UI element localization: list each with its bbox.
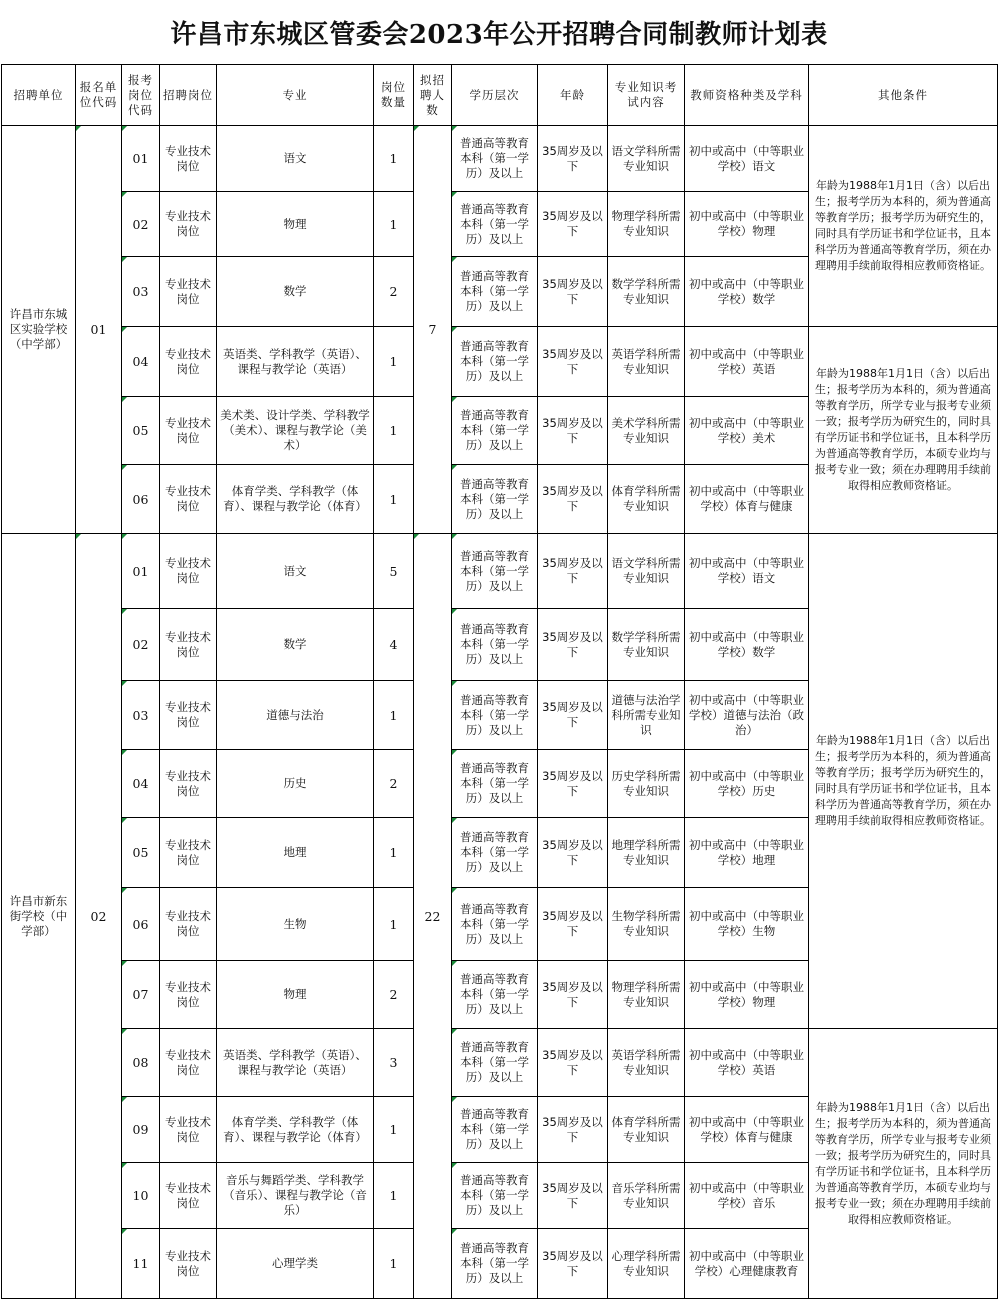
exam-content: 语文学科所需专业知识	[608, 534, 685, 609]
exam-content: 体育学科所需专业知识	[608, 465, 685, 534]
certificate: 初中或高中（中等职业学校）心理健康教育	[685, 1229, 809, 1299]
header-other: 其他条件	[809, 65, 998, 126]
major: 物理	[217, 961, 374, 1029]
age: 35周岁及以下	[538, 126, 608, 192]
age: 35周岁及以下	[538, 961, 608, 1029]
table-row	[2, 1029, 998, 1097]
header-unit: 招聘单位	[2, 65, 76, 126]
post-count: 1	[374, 192, 414, 257]
major: 体育学类、学科教学（体育）、课程与教学论（体育）	[217, 1097, 374, 1163]
education: 普通高等教育本科（第一学历）及以上	[452, 534, 538, 609]
post-count: 1	[374, 327, 414, 397]
unit-code: 01	[76, 126, 122, 534]
page-title: 许昌市东城区管委会2023年公开招聘合同制教师计划表	[170, 19, 828, 50]
age: 35周岁及以下	[538, 750, 608, 818]
exam-content: 道德与法治学科所需专业知识	[608, 681, 685, 750]
recruitment-table	[1, 64, 998, 1299]
post-code: 04	[122, 750, 160, 818]
age: 35周岁及以下	[538, 1097, 608, 1163]
major: 物理	[217, 192, 374, 257]
post-code: 09	[122, 1097, 160, 1163]
post-type: 专业技术岗位	[160, 681, 217, 750]
other-conditions: 年龄为1988年1月1日（含）以后出生；报考学历为本科的，须为普通高等教育学历，所学专业与报考专业须一致；报考学历为研究生的，同时具有学历证书和学位证书，且本科学历为普通高等教育学历，本硕专业均与报考专业一致；须在办理聘用手续前取得相应教师资格证。	[809, 1029, 998, 1299]
certificate: 初中或高中（中等职业学校）语文	[685, 126, 809, 192]
education: 普通高等教育本科（第一学历）及以上	[452, 465, 538, 534]
certificate: 初中或高中（中等职业学校）语文	[685, 534, 809, 609]
other-conditions: 年龄为1988年1月1日（含）以后出生；报考学历为本科的，须为普通高等教育学历；报考学历为研究生的，同时具有学历证书和学位证书，且本科学历为普通高等教育学历，须在办理聘用手续前取得相应教师资格证。	[809, 534, 998, 1029]
post-type: 专业技术岗位	[160, 397, 217, 465]
header-major: 专业	[217, 65, 374, 126]
planned-count: 22	[414, 534, 452, 1299]
exam-content: 生物学科所需专业知识	[608, 888, 685, 961]
exam-content: 数学学科所需专业知识	[608, 609, 685, 681]
major: 地理	[217, 818, 374, 888]
post-code: 03	[122, 257, 160, 327]
certificate: 初中或高中（中等职业学校）音乐	[685, 1163, 809, 1229]
post-code: 08	[122, 1029, 160, 1097]
education: 普通高等教育本科（第一学历）及以上	[452, 1229, 538, 1299]
education: 普通高等教育本科（第一学历）及以上	[452, 1163, 538, 1229]
major: 语文	[217, 534, 374, 609]
exam-content: 语文学科所需专业知识	[608, 126, 685, 192]
other-conditions: 年龄为1988年1月1日（含）以后出生；报考学历为本科的，须为普通高等教育学历，所学专业与报考专业须一致；报考学历为研究生的，同时具有学历证书和学位证书，且本科学历为普通高等教育学历，本硕专业均与报考专业一致；须在办理聘用手续前取得相应教师资格证。	[809, 327, 998, 534]
age: 35周岁及以下	[538, 192, 608, 257]
post-type: 专业技术岗位	[160, 888, 217, 961]
education: 普通高等教育本科（第一学历）及以上	[452, 681, 538, 750]
post-type: 专业技术岗位	[160, 609, 217, 681]
exam-content: 物理学科所需专业知识	[608, 192, 685, 257]
education: 普通高等教育本科（第一学历）及以上	[452, 257, 538, 327]
post-type: 专业技术岗位	[160, 534, 217, 609]
table-row	[2, 327, 998, 397]
education: 普通高等教育本科（第一学历）及以上	[452, 397, 538, 465]
post-count: 4	[374, 609, 414, 681]
major: 数学	[217, 609, 374, 681]
certificate: 初中或高中（中等职业学校）数学	[685, 609, 809, 681]
education: 普通高等教育本科（第一学历）及以上	[452, 818, 538, 888]
other-conditions: 年龄为1988年1月1日（含）以后出生；报考学历为本科的，须为普通高等教育学历；报考学历为研究生的，同时具有学历证书和学位证书，且本科学历为普通高等教育学历，须在办理聘用手续前取得相应教师资格证。	[809, 126, 998, 327]
major: 体育学类、学科教学（体育）、课程与教学论（体育）	[217, 465, 374, 534]
exam-content: 心理学科所需专业知识	[608, 1229, 685, 1299]
header-certificate: 教师资格种类及学科	[685, 65, 809, 126]
exam-content: 英语学科所需专业知识	[608, 327, 685, 397]
header-post-code: 报考岗位代码	[122, 65, 160, 126]
major: 语文	[217, 126, 374, 192]
education: 普通高等教育本科（第一学历）及以上	[452, 1097, 538, 1163]
post-code: 11	[122, 1229, 160, 1299]
exam-content: 历史学科所需专业知识	[608, 750, 685, 818]
certificate: 初中或高中（中等职业学校）历史	[685, 750, 809, 818]
post-type: 专业技术岗位	[160, 961, 217, 1029]
post-type: 专业技术岗位	[160, 327, 217, 397]
post-count: 1	[374, 888, 414, 961]
certificate: 初中或高中（中等职业学校）地理	[685, 818, 809, 888]
major: 英语类、学科教学（英语）、课程与教学论（英语）	[217, 1029, 374, 1097]
certificate: 初中或高中（中等职业学校）英语	[685, 1029, 809, 1097]
certificate: 初中或高中（中等职业学校）体育与健康	[685, 465, 809, 534]
header-post: 招聘岗位	[160, 65, 217, 126]
exam-content: 英语学科所需专业知识	[608, 1029, 685, 1097]
post-type: 专业技术岗位	[160, 1029, 217, 1097]
header-age: 年龄	[538, 65, 608, 126]
certificate: 初中或高中（中等职业学校）英语	[685, 327, 809, 397]
header-unit-code: 报名单位代码	[76, 65, 122, 126]
age: 35周岁及以下	[538, 465, 608, 534]
exam-content: 音乐学科所需专业知识	[608, 1163, 685, 1229]
certificate: 初中或高中（中等职业学校）数学	[685, 257, 809, 327]
unit-name: 许昌市新东街学校（中学部）	[2, 534, 76, 1299]
education: 普通高等教育本科（第一学历）及以上	[452, 1029, 538, 1097]
planned-count: 7	[414, 126, 452, 534]
major: 美术类、设计学类、学科教学（美术）、课程与教学论（美术）	[217, 397, 374, 465]
major: 道德与法治	[217, 681, 374, 750]
post-count: 3	[374, 1029, 414, 1097]
exam-content: 地理学科所需专业知识	[608, 818, 685, 888]
exam-content: 物理学科所需专业知识	[608, 961, 685, 1029]
post-count: 1	[374, 465, 414, 534]
major: 心理学类	[217, 1229, 374, 1299]
post-count: 2	[374, 961, 414, 1029]
certificate: 初中或高中（中等职业学校）道德与法治（政治）	[685, 681, 809, 750]
age: 35周岁及以下	[538, 1229, 608, 1299]
post-code: 07	[122, 961, 160, 1029]
certificate: 初中或高中（中等职业学校）物理	[685, 961, 809, 1029]
post-code: 05	[122, 397, 160, 465]
certificate: 初中或高中（中等职业学校）生物	[685, 888, 809, 961]
header-exam: 专业知识考试内容	[608, 65, 685, 126]
post-count: 5	[374, 534, 414, 609]
age: 35周岁及以下	[538, 257, 608, 327]
age: 35周岁及以下	[538, 327, 608, 397]
education: 普通高等教育本科（第一学历）及以上	[452, 192, 538, 257]
age: 35周岁及以下	[538, 397, 608, 465]
header-planned: 拟招聘人数	[414, 65, 452, 126]
post-count: 1	[374, 681, 414, 750]
education: 普通高等教育本科（第一学历）及以上	[452, 750, 538, 818]
header-education: 学历层次	[452, 65, 538, 126]
post-count: 2	[374, 750, 414, 818]
major: 生物	[217, 888, 374, 961]
exam-content: 体育学科所需专业知识	[608, 1097, 685, 1163]
unit-name: 许昌市东城区实验学校（中学部）	[2, 126, 76, 534]
post-type: 专业技术岗位	[160, 750, 217, 818]
post-count: 1	[374, 1097, 414, 1163]
unit-code: 02	[76, 534, 122, 1299]
post-type: 专业技术岗位	[160, 1163, 217, 1229]
education: 普通高等教育本科（第一学历）及以上	[452, 609, 538, 681]
post-type: 专业技术岗位	[160, 192, 217, 257]
major: 历史	[217, 750, 374, 818]
post-code: 06	[122, 888, 160, 961]
post-type: 专业技术岗位	[160, 818, 217, 888]
post-type: 专业技术岗位	[160, 465, 217, 534]
post-count: 1	[374, 1229, 414, 1299]
age: 35周岁及以下	[538, 1163, 608, 1229]
major: 音乐与舞蹈学类、学科教学（音乐）、课程与教学论（音乐）	[217, 1163, 374, 1229]
certificate: 初中或高中（中等职业学校）物理	[685, 192, 809, 257]
age: 35周岁及以下	[538, 1029, 608, 1097]
exam-content: 数学学科所需专业知识	[608, 257, 685, 327]
education: 普通高等教育本科（第一学历）及以上	[452, 961, 538, 1029]
age: 35周岁及以下	[538, 888, 608, 961]
exam-content: 美术学科所需专业知识	[608, 397, 685, 465]
post-type: 专业技术岗位	[160, 1229, 217, 1299]
post-code: 05	[122, 818, 160, 888]
age: 35周岁及以下	[538, 609, 608, 681]
post-code: 06	[122, 465, 160, 534]
post-count: 2	[374, 257, 414, 327]
age: 35周岁及以下	[538, 818, 608, 888]
table-row	[2, 534, 998, 609]
certificate: 初中或高中（中等职业学校）体育与健康	[685, 1097, 809, 1163]
header-row	[2, 65, 998, 126]
certificate: 初中或高中（中等职业学校）美术	[685, 397, 809, 465]
major: 英语类、学科教学（英语）、课程与教学论（英语）	[217, 327, 374, 397]
post-count: 1	[374, 397, 414, 465]
post-type: 专业技术岗位	[160, 257, 217, 327]
header-count: 岗位数量	[374, 65, 414, 126]
post-type: 专业技术岗位	[160, 126, 217, 192]
post-code: 02	[122, 609, 160, 681]
post-type: 专业技术岗位	[160, 1097, 217, 1163]
post-count: 1	[374, 126, 414, 192]
post-code: 02	[122, 192, 160, 257]
post-code: 01	[122, 126, 160, 192]
post-code: 04	[122, 327, 160, 397]
major: 数学	[217, 257, 374, 327]
age: 35周岁及以下	[538, 534, 608, 609]
post-count: 1	[374, 818, 414, 888]
table-row	[2, 126, 998, 192]
education: 普通高等教育本科（第一学历）及以上	[452, 888, 538, 961]
post-code: 01	[122, 534, 160, 609]
education: 普通高等教育本科（第一学历）及以上	[452, 126, 538, 192]
age: 35周岁及以下	[538, 681, 608, 750]
post-code: 10	[122, 1163, 160, 1229]
education: 普通高等教育本科（第一学历）及以上	[452, 327, 538, 397]
post-count: 1	[374, 1163, 414, 1229]
post-code: 03	[122, 681, 160, 750]
